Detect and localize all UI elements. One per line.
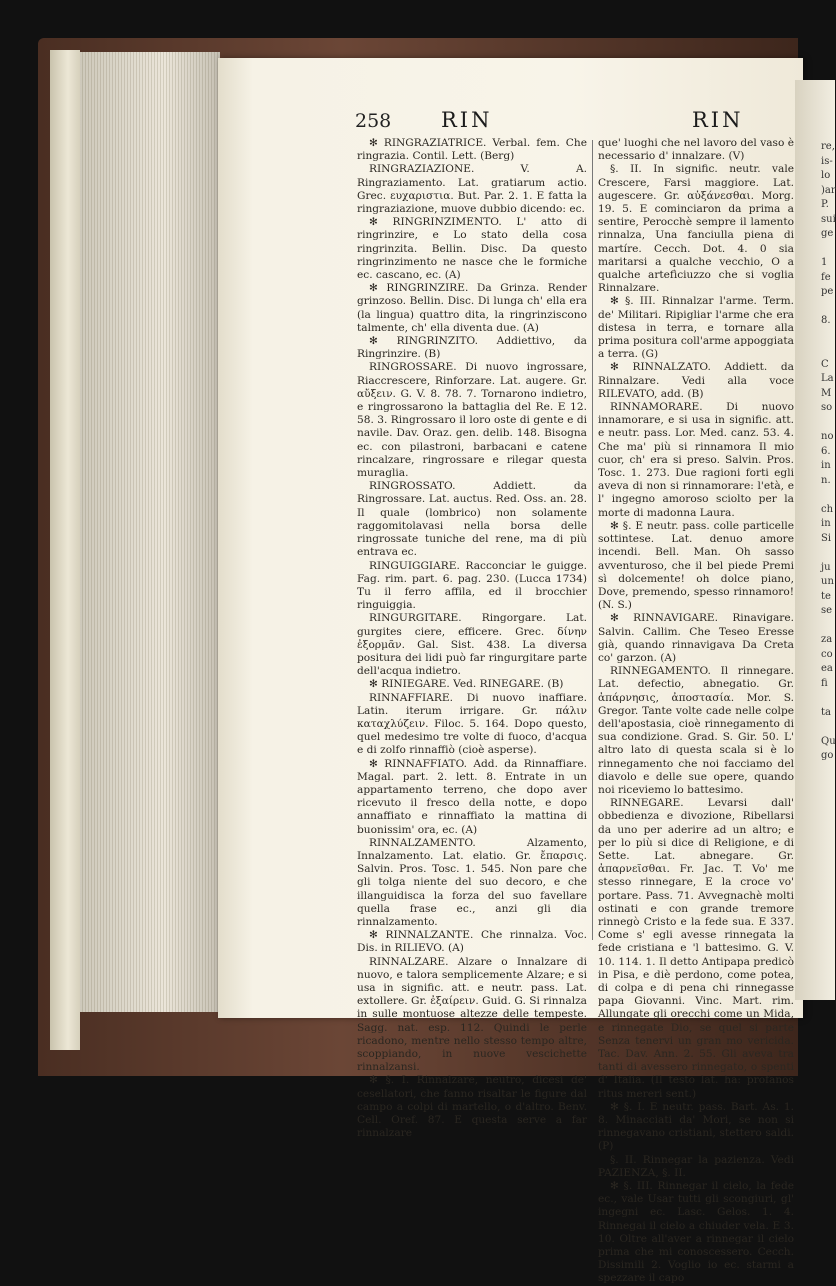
facing-page bbox=[795, 80, 835, 1000]
dictionary-entry: ✻ §. I. Rinnalzare, neutro, dicesi de' cesellatori, che fanno risaltar le figure dal campo a colpi di martello, o d'altro. Benv. Cell. Oref. 87. E questa serve a far rinnalzare bbox=[357, 1074, 587, 1140]
dictionary-entry: RINNAFFIARE. Di nuovo inaffiare. Latin. iterum irrigare. Gr. πάλιν καταχλύζειν. Filoc. 5. 164. Dopo questo, quel medesimo tre volte di fuoco, d'acqua e di zolfo rinnaffiò (cioè asperse). bbox=[357, 691, 587, 757]
dictionary-entry: RINGURGITARE. Ringorgare. Lat. gurgites ciere, efficere. Grec. δίνην ἐξορμᾶν. Gal. Sist. 438. La diversa positura dei lidi può far ringurgitare parte dell'acqua indietro. bbox=[357, 612, 587, 678]
dictionary-entry: RINNAMORARE. Di nuovo innamorare, e si usa in signific. att. e neutr. pass. Lor. Med. canz. 53. 4. Che ma' più si rinnamora Il mio cuor, ch' era si preso. Salvin. Pros. Tosc. 1. 273. Due ragioni forti egli aveva di non si rinnamorare: l'età, e l' ingegno amoroso sciolto per la morte di madonna Laura. bbox=[598, 401, 794, 519]
dictionary-entry: RINGROSSATO. Addiett. da Ringrossare. Lat. auctus. Red. Oss. an. 28. Il quale (lombrico) non solamente raggomitolavasi nella borsa delle ringrossate tuniche del rene, ma di più entrava ec. bbox=[357, 480, 587, 559]
dictionary-entry: §. II. Rinnegar la pazienza. Vedi PAZIENZA, §. II. bbox=[598, 1153, 794, 1179]
dictionary-entry: RINNALZARE. Alzare o Innalzare di nuovo, e talora semplicemente Alzare; e si usa in signific. att. e neutr. pass. Lat. extollere. Gr. ἐξαίρειν. Guid. G. Si rinnalza in sulle montuose altezze delle tempeste. Sagg. nat. esp. 112. Quindi le perle ricadono, mentre nello stesso tempo altre, scoppiando, in nuove vescichette rinnalzansi. bbox=[357, 955, 587, 1074]
running-head-left: RIN bbox=[441, 108, 493, 132]
dictionary-entry: ✻ RINNALZANTE. Che rinnalza. Voc. Dis. in RILIEVO. (A) bbox=[357, 929, 587, 955]
dictionary-entry: que' luoghi che nel lavoro del vaso è necessario d' innalzare. (V) bbox=[598, 137, 794, 163]
dictionary-entry: ✻ RINGRINZIRE. Da Grinza. Render grinzoso. Bellin. Disc. Di lunga ch' ella era (la lingua) quattro dita, la ringrinziscono talmente, ch' ella diventa due. (A) bbox=[357, 282, 587, 334]
page-block-edge bbox=[50, 50, 80, 1050]
dictionary-entry: ✻ §. III. Rinnegar il cielo, la fede ec., vale Usar tutti gli scongiuri, gl' ingegni ec. Lasc. Gelos. 1. 4. Rinnegai il cielo a chiuder vela. E 3. 10. Oltre all'aver a rinnegar il cielo prima che mi conoscessero. Cecch. Dissimili 2. Voglio io ec. starmi a spezzare il capo bbox=[598, 1180, 794, 1285]
dictionary-entry: RINGROSSARE. Di nuovo ingrossare, Riaccrescere, Rinforzare. Lat. augere. Gr. αὔξειν. G. V. 8. 78. 7. Tornarono indietro, e ringrossarono la battaglia del Re. E 12. 58. 3. Ringrossaro il loro oste di gente e di navile. Dav. Oraz. gen. delib. 148. Bisogna ec. con pilastroni, barbacani e catene rincalzare, ringrossare e rilegar questa muraglia. bbox=[357, 361, 587, 480]
page-number: 258 bbox=[355, 110, 392, 132]
dictionary-entry: ✻ RINIEGARE. Ved. RINEGARE. (B) bbox=[369, 678, 564, 691]
dictionary-entry: ✻ RINNAVIGARE. Rinavigare. Salvin. Callim. Che Teseo Eresse già, quando rinnavigava Da Creta co' garzon. (A) bbox=[598, 612, 794, 664]
dictionary-entry: ✻ §. III. Rinnalzar l'arme. Term. de' Militari. Ripigliar l'arme che era distesa in terra, e tornare alla prima positura coll'arme appoggiata a terra. (G) bbox=[598, 295, 794, 361]
dictionary-entry: ✻ RINNAFFIATO. Add. da Rinnaffiare. Magal. part. 2. lett. 8. Entrate in un appartamento terreno, che dopo aver ricevuto il fresco della notte, e dopo annaffiato e rinnaffiato la mattina di buonissim' ora, ec. (A) bbox=[357, 757, 587, 836]
left-column bbox=[357, 137, 587, 1140]
dictionary-entry: RINNEGARE. Levarsi dall' obbedienza e divozione, Ribellarsi da uno per aderire ad un altro; e per lo più si dice di Religione, e di Sette. Lat. abnegare. Gr. ἀπαρνεῖσθαι. Fr. Jac. T. Vo' me stesso rinnegare, E la croce vo' portare. Pass. 71. Avvegnachè molti ostinati e con grande tremore rinnegò Cristo e la fede sua. E 337. Come s' egli avesse rinnegata la fede cristiana e 'l battesimo. G. V. 10. 114. 1. Il detto Antipapa predicò in Pisa, e diè perdono, come potea, di colpa e di pena chi rinnegasse papa Giovanni. Vinc. Mart. rim. Allungate gli orecchi come un Mida, e rinnegate Dio, se quel si parte Senza tenervi un gran mo vericida. Tac. Dav. Ann. 2. 55. Gli aveva tra tanti di avessero rinnegato, o spenti d' Italia. (Il testo lat. ha: profanos ritus mereri sent.) bbox=[598, 797, 794, 1100]
dictionary-entry: §. II. In signific. neutr. vale Crescere, Farsi maggiore. Lat. augescere. Gr. αὐξάνεσθαι. Morg. 19. 5. E cominciaron da prima a sentire, Perocchè sempre il lamento rinnalza, Una fanciulla piena di martíre. Cecch. Dot. 4. 0 sia maritarsi a qualche vecchio, O a qualche artefìciuzzo che si voglia Rinnalzare. bbox=[598, 163, 794, 295]
dictionary-entry: ✻ §. E neutr. pass. colle particelle sottintese. Lat. denuo amore incendi. Bell. Man. Oh sasso avventuroso, che il bel piede Premi sì dolcemente! oh dolce piano, Dove, premendo, spesso rinnamoro! (N. S.) bbox=[598, 519, 794, 612]
dictionary-entry: ✻ §. I. E neutr. pass. Bart. As. 1. 8. Minacciati da' Mori, se non si rinnegavano cristiani, stettero saldi. (P) bbox=[598, 1100, 794, 1153]
column-rule bbox=[592, 140, 593, 940]
dictionary-entry: RINGUIGGIARE. Racconciar le guigge. Fag. rim. part. 6. pag. 230. (Lucca 1734) Tu il ferro affila, ed il brocchier ringuiggia. bbox=[357, 559, 587, 612]
dictionary-entry: RINNALZAMENTO. Alzamento, Innalzamento. Lat. elatio. Gr. ἔπαρσις. Salvin. Pros. Tosc. 1. 545. Non pare che gli tolga niente del suo decoro, e che illanguidisca la forza del suo favellare quella frase ec., anzi gli dia rinnalzamento. bbox=[357, 836, 587, 928]
dictionary-entry: ✻ RINGRINZITO. Addiettivo, da Ringrinzire. (B) bbox=[357, 335, 587, 361]
dictionary-entry: ✻ RINNALZATO. Addiett. da Rinnalzare. Vedi alla voce RILEVATO, add. (B) bbox=[598, 361, 794, 400]
page-edges-shading bbox=[80, 52, 220, 1012]
dictionary-entry: RINNEGAMENTO. Il rinnegare. Lat. defectio, abnegatio. Gr. ἀπάρνησις, ἀποστασία. Mor. S. Gregor. Tante volte cade nelle colpe dell'apostasia, cioè rinnegamento di sua condizione. Grad. S. Gir. 50. L' altro lato di questa scala si è lo rinnegamento che noi facciamo del diavolo e delle sue opere, quando noi riceviemo lo battesimo. bbox=[598, 665, 794, 796]
dictionary-entry: ✻ RINGRINZIMENTO. L' atto di ringrinzire, e Lo stato della cosa ringrinzita. Bellin. Disc. Da questo ringrinzimento ne nasce che le formiche ec. cascano, ec. (A) bbox=[357, 216, 587, 282]
running-head-right: RIN bbox=[692, 108, 744, 132]
dictionary-entry: RINGRAZIAZIONE. V. A. Ringraziamento. Lat. gratiarum actio. Grec. ευχαριστια. But. Par. 2. 1. E fatta la ringraziazione, muove dubbio dicendo: ec. bbox=[357, 163, 587, 216]
facing-page-text-fragment: re, is- lo )ar P. sui ge 1 fe pe 8. C La M so no 6. in n. ch in Si ju un te se za co ea fi ta Qu go bbox=[821, 141, 836, 761]
dictionary-entry: ✻ RINGRAZIATRICE. Verbal. fem. Che ringrazia. Contil. Lett. (Berg) bbox=[357, 137, 587, 163]
right-column bbox=[598, 137, 794, 1285]
page-header bbox=[355, 108, 785, 138]
